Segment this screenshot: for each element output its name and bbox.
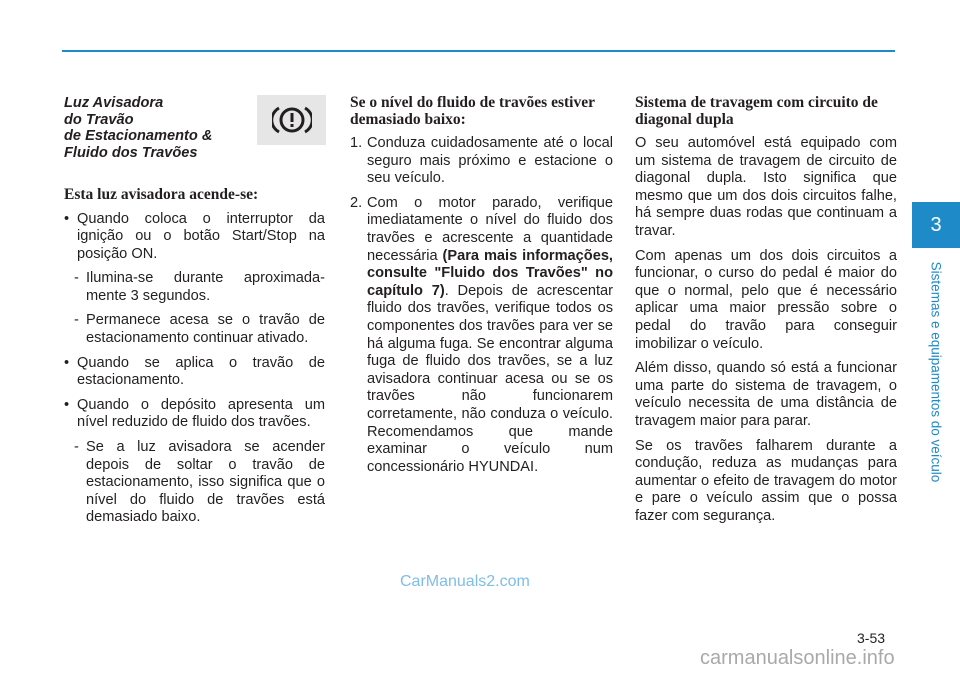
warning-title-line-1: Luz Avisadora (64, 95, 164, 111)
cross-reference: (Para mais informações, consulte "Fluido dos Travões" no capítulo 7) (367, 247, 613, 299)
item-number: 1. (350, 135, 363, 151)
warning-title-line-3: de Estacionamento & (64, 128, 213, 144)
section-heading: Esta luz avisadora acende-se: (64, 186, 259, 203)
paragraph: Com apenas um dos dois circuitos a funcionar, o curso do pedal é maior do que o normal, pelo que é necessário aplicar uma maior pressão sobre o pedal do travão para conseguir imobilizar o veículo. (635, 247, 897, 352)
section-heading: Se o nível do fluido de travões estiver demasiado baixo: (350, 94, 595, 128)
bullet-item: • Quando o depósito apresenta um nível reduzido de fluido dos travões. (64, 397, 325, 432)
watermark: carmanualsonline.info (700, 647, 895, 669)
paragraph: Além disso, quando só está a funcionar uma parte do sistema de travagem, o veículo necessita de uma distância de travagem maior para parar. (635, 360, 897, 429)
side-chapter-title: Sistemas e equipamentos do veículo (928, 261, 944, 483)
sub-item: - Permanece acesa se o travão de estacionamento continuar ativado. (64, 312, 325, 347)
warning-title-line-2: do Travão (64, 111, 134, 128)
paragraph: Se os travões falharem durante a condução, reduza as mudanças para aumentar o efeito de travagem do motor e pare o veículo assim que o possa fazer com segurança. (635, 437, 897, 524)
brake-warning-icon (257, 95, 326, 145)
item-text: . Depois de acrescentar fluido dos travões, verifique todos os componentes dos travões para ver se há alguma fuga. Se encontrar alguma fuga de fluido dos travões, se a luz avisadora continuar acesa ou se os travões não funcionarem corretamente, não conduza o veículo. Recomendamos que mande examinar o veículo num concessionário HYUNDAI. (367, 282, 613, 475)
chapter-tab: 3 (912, 202, 960, 248)
bullet-item: • Quando se aplica o travão de estacionamento. (64, 355, 325, 390)
sub-item: - Se a luz avisadora se acender depois de soltar o travão de estacionamento, isso significa que o nível do fluido de travões está demasiado baixo. (64, 439, 325, 527)
numbered-item (350, 135, 613, 188)
warning-light-title (64, 95, 249, 161)
paragraph: O seu automóvel está equipado com um sistema de travagem de circuito de diagonal dupla. Isto significa que mesmo que um dos dois circuitos falhe, há sempre duas rodas que continuam a travar. (635, 135, 897, 239)
warning-title-line-4: Fluido dos Travões (64, 144, 198, 161)
numbered-item (350, 195, 613, 477)
item-text: Com o motor parado, verifique imediatamente o nível do fluido dos travões e acrescente a quantidade necessária (367, 194, 613, 264)
page-number: 3-53 (857, 630, 886, 646)
section-heading: Sistema de travagem com circuito de diagonal dupla (635, 94, 878, 128)
column-right (635, 95, 897, 532)
header-rule (62, 50, 895, 52)
column-middle (350, 95, 613, 483)
sub-item: - Ilumina-se durante aproximada-mente 3 segundos. (64, 270, 325, 305)
watermark: CarManuals2.com (400, 573, 530, 590)
bullet-item: • Quando coloca o interruptor da ignição ou o botão Start/Stop na posição ON. (64, 211, 325, 264)
warning-light-header (64, 95, 325, 165)
item-text: Conduza cuidadosamente até o local seguro mais próximo e estacione o seu veículo. (367, 135, 613, 187)
item-number: 2. (350, 194, 363, 211)
column-left (64, 95, 325, 534)
